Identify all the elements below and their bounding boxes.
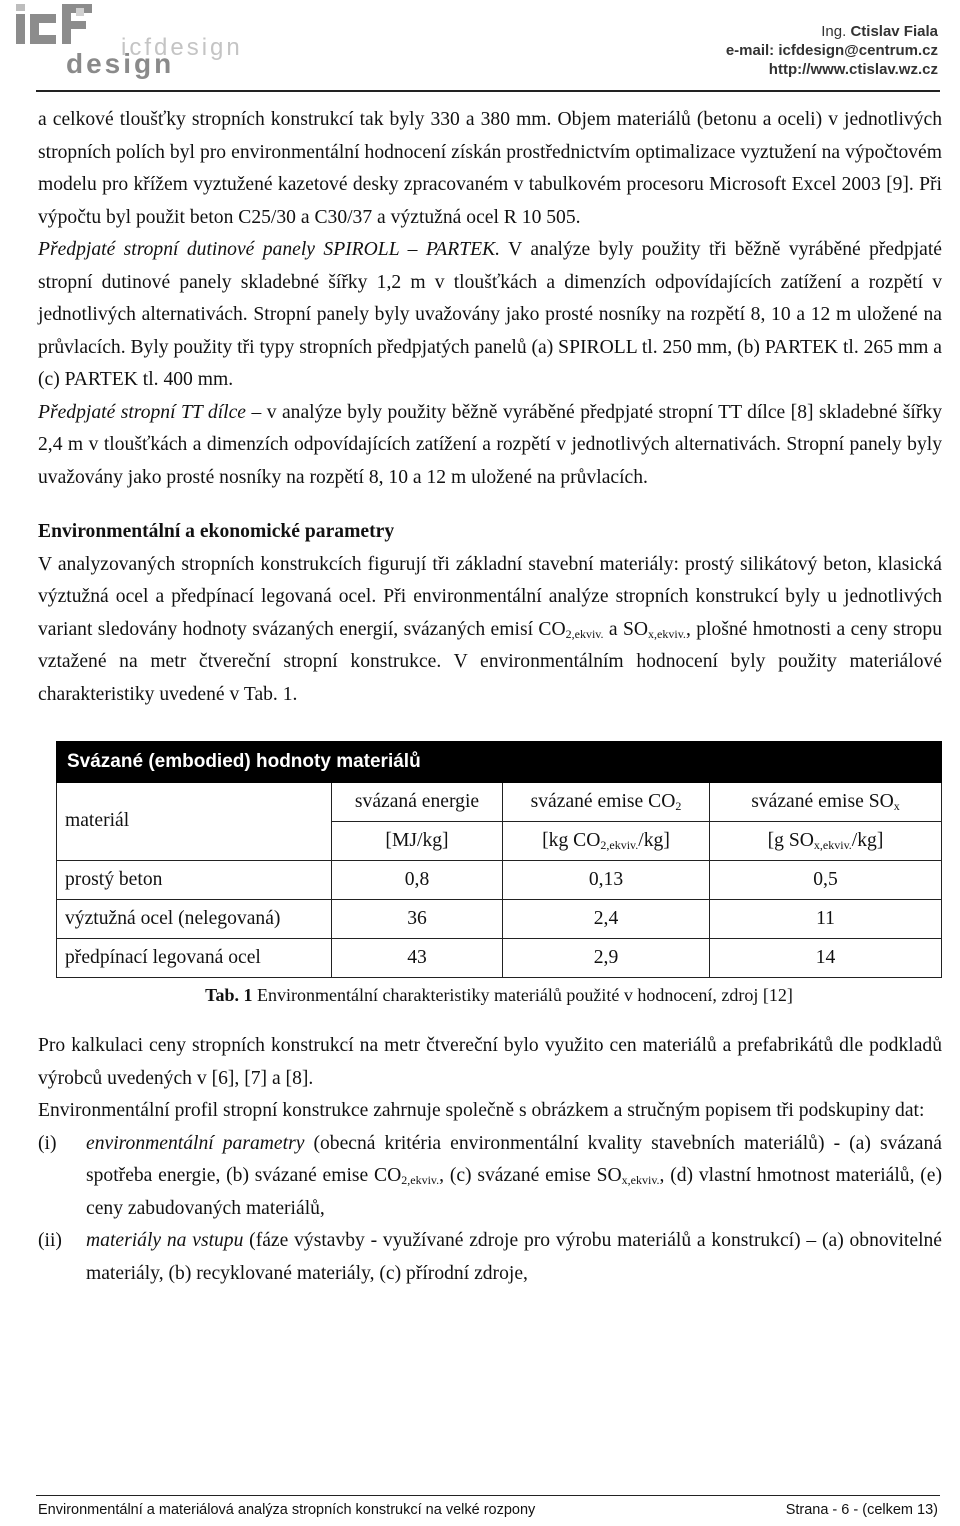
row-sox: 11 bbox=[710, 900, 942, 939]
column-header-co2: svázané emise $CO_2$ bbox=[503, 783, 710, 822]
paragraph: Environmentální profil stropní konstrukce zahrnuje společně s obrázkem a stručným popisem tři podskupiny dat: bbox=[38, 1100, 925, 1121]
section-heading: Environmentální a ekonomické parametry bbox=[38, 521, 395, 542]
table-row bbox=[57, 939, 942, 978]
row-energy: 36 bbox=[332, 900, 503, 939]
row-material: předpínací legovaná ocel bbox=[57, 939, 332, 978]
header-divider bbox=[36, 90, 940, 92]
column-header-sox: svázané emise $SO_x$ bbox=[710, 783, 942, 822]
footer-title: Environmentální a materiálová analýza stropních konstrukcí na velké rozpony bbox=[38, 1502, 536, 1518]
paragraph: a celkové tloušťky stropních konstrukcí tak byly 330 a 380 mm. Objem materiálů (betonu a oceli) v jednotlivých stropních polích byl pro environmentální hodnocení získán prostřednictvím optimalizace vyztužení na výpočtovém modelu pro křížem vyztužené kazetové desky zpracovaném v tabulkovém procesoru Microsoft Excel 2003 [9]. Při výpočtu byl použit beton C25/30 a C30/37 a výztužná ocel R 10 505. bbox=[38, 109, 942, 228]
row-sox: 0,5 bbox=[710, 861, 942, 900]
list-number: (ii) bbox=[38, 1230, 62, 1251]
author-website[interactable]: http://www.ctislav.wz.cz bbox=[768, 61, 938, 78]
row-material: prostý beton bbox=[57, 861, 332, 900]
list-number: (i) bbox=[38, 1132, 57, 1154]
author-email[interactable]: e-mail: icfdesign@centrum.cz bbox=[725, 42, 938, 59]
page-number: Strana - 6 - (celkem 13) bbox=[785, 1502, 938, 1518]
list-text: environmentální parametry (obecná kritéria environmentální kvality stavebních materiálů) - (a) svázaná spotřeba energie, (b) svázané emise $CO_{2,ekviv.}$, (c) svázané emise $SO_{x,ekviv.}$, (d) vlastní hmotnost materiálů, (e) ceny zabudovaných materiálů, bbox=[86, 1132, 942, 1219]
italic-lead: Předpjaté stropní TT dílce bbox=[38, 401, 246, 423]
row-energy: 0,8 bbox=[332, 861, 503, 900]
column-header-material: materiál bbox=[57, 783, 332, 861]
materials-table-block bbox=[56, 741, 942, 1008]
table-caption: Tab. 1 Environmentální charakteristiky materiálů použité v hodnocení, zdroj [12] bbox=[205, 985, 793, 1005]
list-item bbox=[38, 1225, 942, 1290]
document-body bbox=[38, 104, 942, 1290]
materials-table bbox=[56, 741, 942, 978]
table-row bbox=[57, 861, 942, 900]
row-co2: 2,9 bbox=[503, 939, 710, 978]
unit-co2: [kg $CO_{2,ekviv.}/kg$] bbox=[503, 822, 710, 861]
logo-title: design bbox=[66, 48, 175, 79]
paragraph: Pro kalkulaci ceny stropních konstrukcí na metr čtvereční bylo využito cen materiálů a prefabrikátů dle podkladů výrobců uvedených v [6], [7] a [8]. bbox=[38, 1035, 942, 1089]
row-material: výztužná ocel (nelegovaná) bbox=[57, 900, 332, 939]
row-co2: 0,13 bbox=[503, 861, 710, 900]
italic-lead: Předpjaté stropní dutinové panely SPIROLL – PARTEK. bbox=[38, 239, 501, 260]
paragraph: V analyzovaných stropních konstrukcích figurují tři základní stavební materiály: prostý silikátový beton, klasická výztužná ocel a předpínací legovaná ocel. Při environmentální analýze stropních konstrukcí byly u jednotlivých variant sledovány hodnoty svázaných energií, svázaných emisí $CO_{2,ekviv.}$ a $SO_{x,ekviv.}$, plošné hmotnosti a ceny stropu vztažené na metr čtvereční stropní konstrukce. V environmentálním hodnocení byly použity materiálové charakteristiky uvedené v Tab. 1. bbox=[38, 553, 942, 705]
list-item bbox=[38, 1128, 942, 1226]
table-row bbox=[57, 900, 942, 939]
author-contact bbox=[726, 22, 938, 79]
logo-subtitle: icfdesign bbox=[121, 34, 243, 61]
row-energy: 43 bbox=[332, 939, 503, 978]
row-sox: 14 bbox=[710, 939, 942, 978]
icf-logo-mark-icon bbox=[14, 4, 124, 52]
paragraph: Předpjaté stropní dutinové panely SPIROLL – PARTEK. V analýze byly použity tři běžně vyráběné předpjaté stropní dutinové panely skladebné šířky 1,2 m v tloušťkách a dimenzích odpovídajících zatížení a rozpětí v jednotlivých alternativách. Stropní panely byly uvažovány jako prosté nosníky na rozpětí 8, 10 a 12 m uložené na průvlacích. Byly použity tři typy stropních předpjatých panelů (a) SPIROLL tl. 250 mm, (b) PARTEK tl. 265 mm a (c) PARTEK tl. 400 mm. bbox=[38, 239, 943, 390]
paragraph: Předpjaté stropní TT dílce – v analýze byly použity běžně vyráběné předpjaté stropní TT dílce [8] skladebné šířky 2,4 m v tloušťkách a dimenzích odpovídajících zatížení a rozpětí v jednotlivých alternativách. Stropní panely byly uvažovány jako prosté nosníky na rozpětí 8, 10 a 12 m uložené na průvlacích. bbox=[38, 401, 942, 488]
unit-sox: [g $SO_{x,ekviv.}/kg$] bbox=[710, 822, 942, 861]
column-header-energy: svázaná energie bbox=[332, 783, 503, 822]
footer-divider bbox=[36, 1495, 940, 1496]
author-prefix: Ing. bbox=[821, 23, 847, 40]
author-name: Ctislav Fiala bbox=[850, 23, 938, 40]
page-footer bbox=[38, 1502, 938, 1518]
table-title: Svázané (embodied) hodnoty materiálů bbox=[57, 742, 942, 783]
page-header bbox=[0, 0, 960, 96]
list-text: materiály na vstupu (fáze výstavby - využívané zdroje pro výrobu materiálů a konstrukcí) – (a) obnovitelné materiály, (b) recyklované materiály, (c) přírodní zdroje, bbox=[86, 1230, 943, 1284]
row-co2: 2,4 bbox=[503, 900, 710, 939]
unit-energy: [MJ/kg] bbox=[332, 822, 503, 861]
icf-design-logo bbox=[14, 4, 244, 84]
